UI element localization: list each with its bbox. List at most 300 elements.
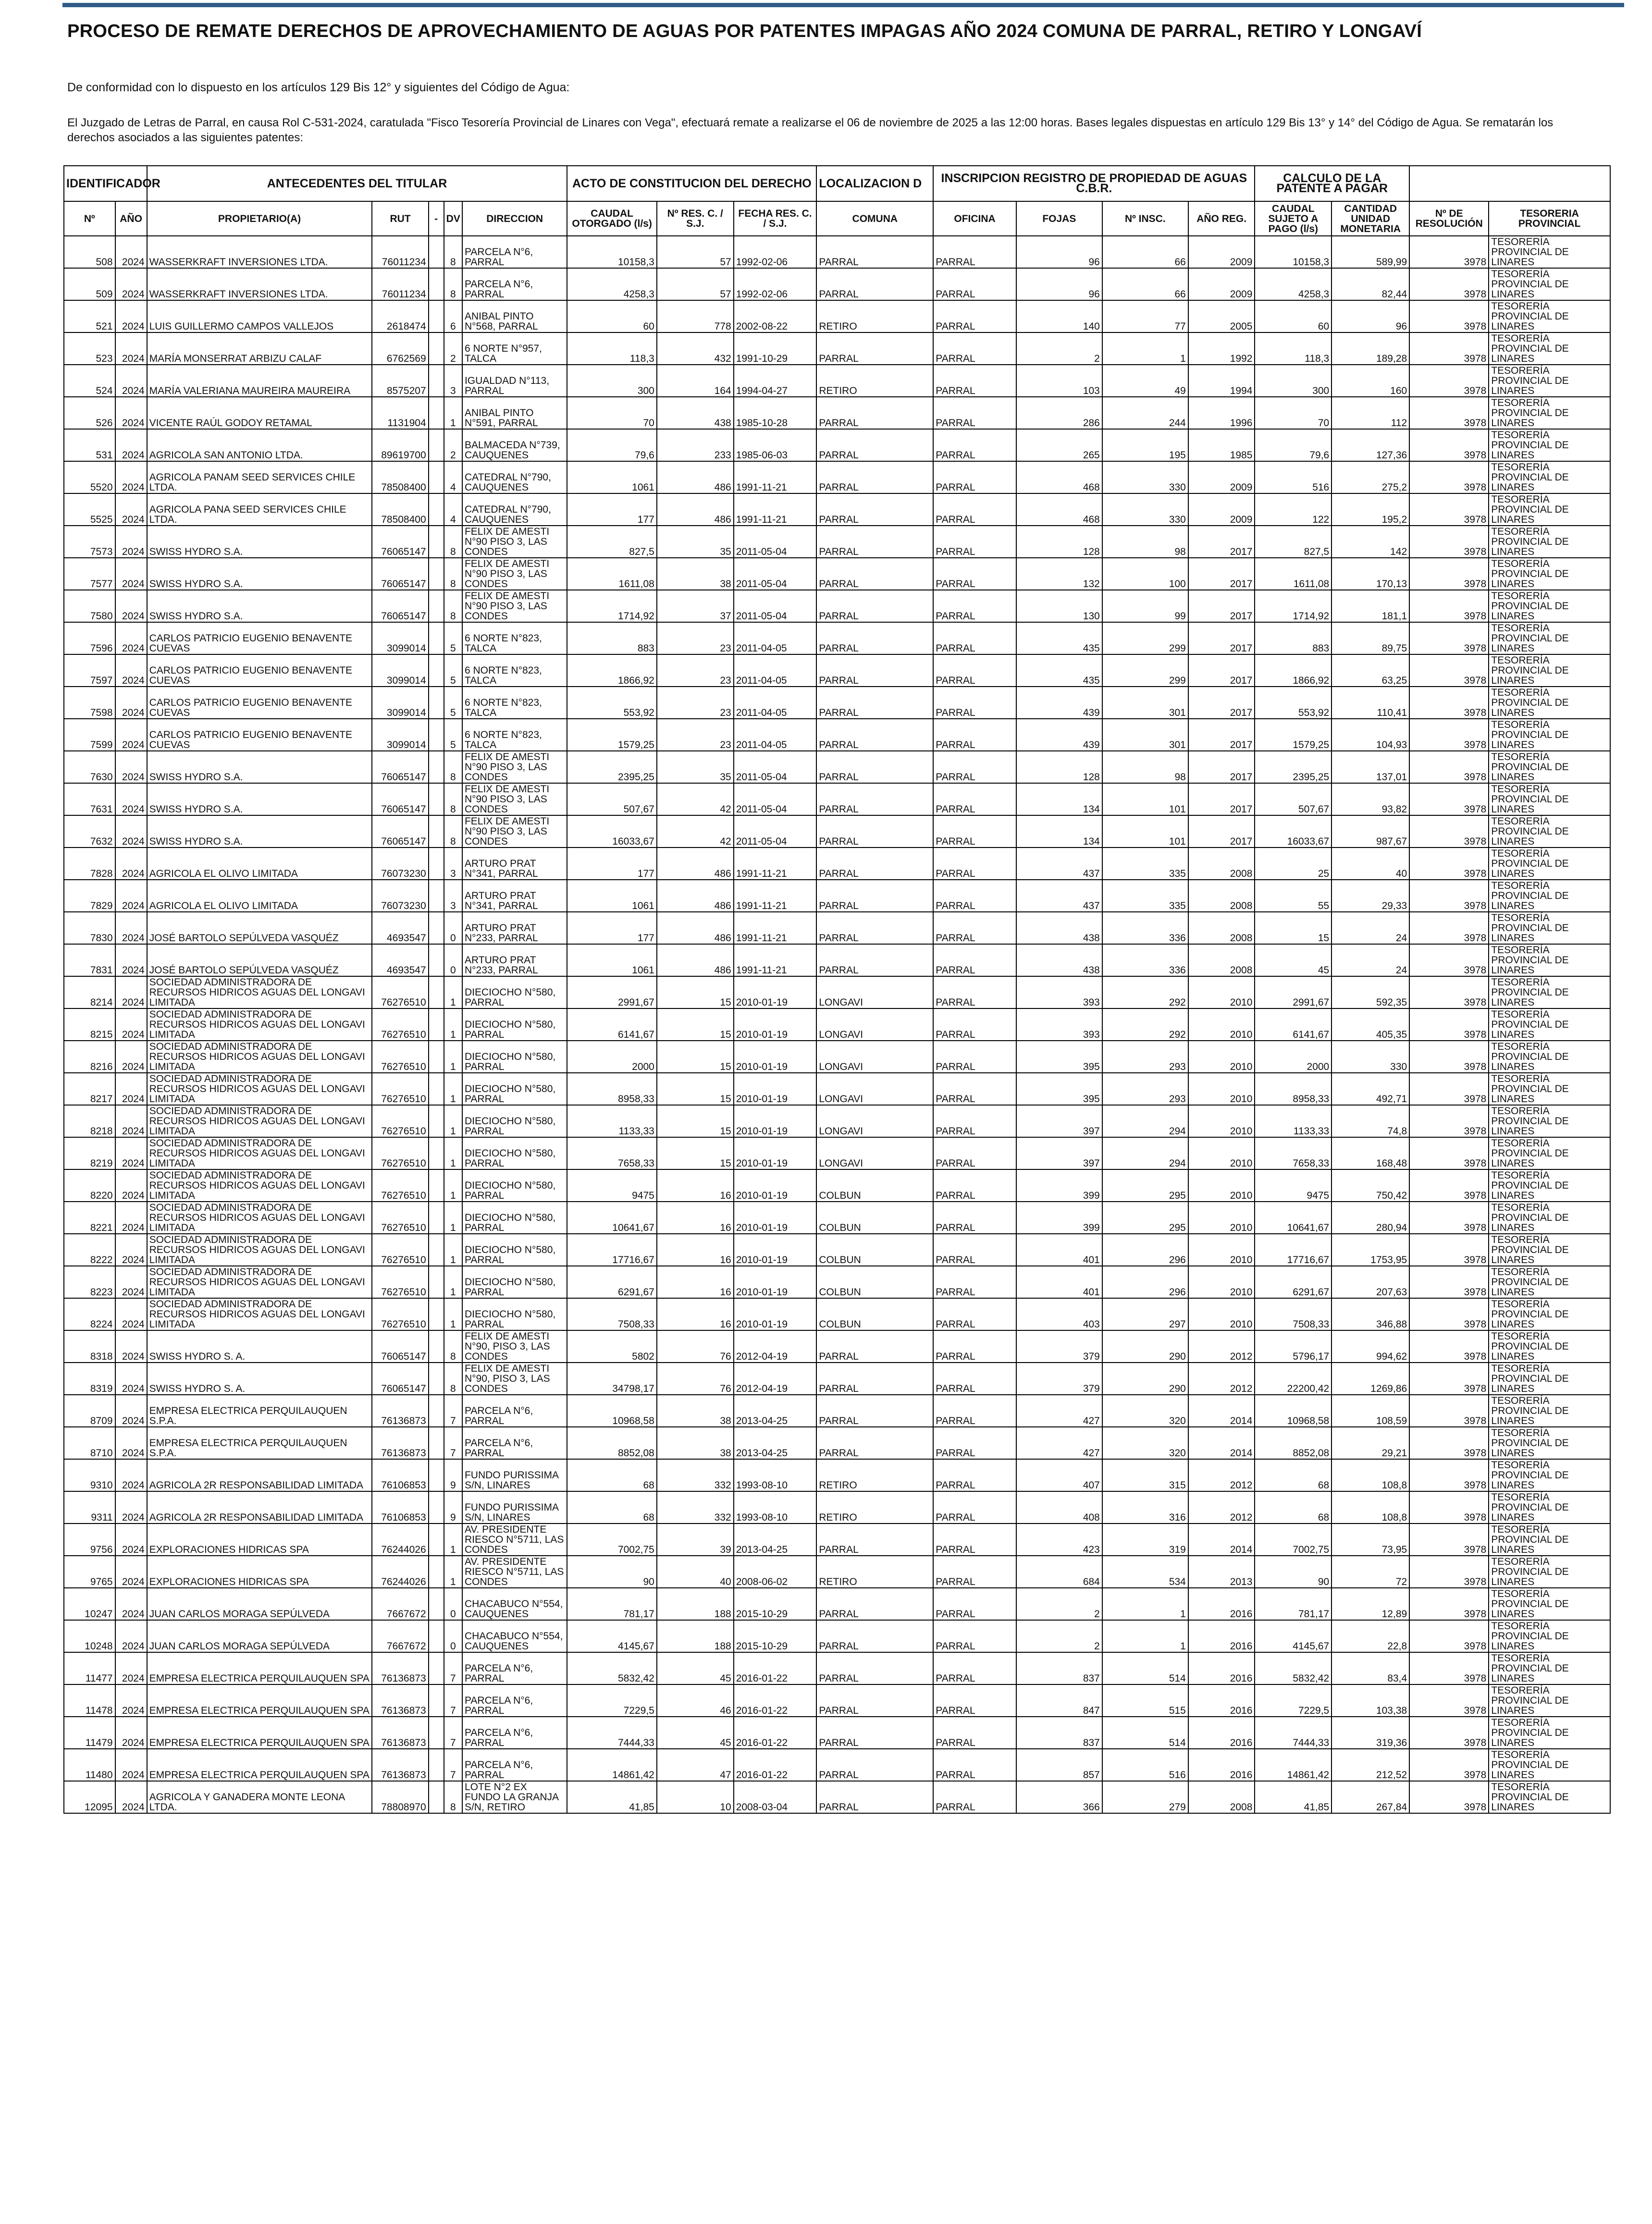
table-cell: 60 [567,300,656,332]
table-cell: 7 [444,1427,462,1459]
table-cell: PARRAL [816,1652,933,1684]
table-cell: TESORERÍA PROVINCIAL DE LINARES [1489,1781,1610,1813]
table-cell: 1133,33 [567,1105,656,1137]
table-cell: 7444,33 [1255,1717,1331,1749]
table-cell: 7229,5 [567,1684,656,1717]
table-cell: 22200,42 [1255,1363,1331,1395]
table-cell: 1 [444,1008,462,1041]
table-cell: 2024 [115,1524,147,1556]
table-cell: JOSÉ BARTOLO SEPÚLVEDA VASQUÉZ [147,912,372,944]
table-row [64,268,1610,300]
table-cell: PARRAL [933,815,1016,848]
table-cell: 1 [1102,1620,1188,1652]
table-cell: 2024 [115,1041,147,1073]
table-cell: DIECIOCHO N°580, PARRAL [462,1234,567,1266]
table-cell: 296 [1102,1234,1188,1266]
table-cell: 2024 [115,300,147,332]
table-cell: 76065147 [372,751,428,783]
table-cell: 22,8 [1331,1620,1409,1652]
table-cell: 778 [657,300,734,332]
table-cell: FELIX DE AMESTI N°90, PISO 3, LAS CONDES [462,1330,567,1363]
table-cell: 3978 [1409,687,1489,719]
table-cell: 1 [444,1105,462,1137]
table-cell: 195,2 [1331,493,1409,526]
table-cell: 164 [657,365,734,397]
table-cell: 7599 [64,719,115,751]
table-cell: PARCELA N°6, PARRAL [462,268,567,300]
table-cell: 1992-02-06 [734,236,817,268]
table-cell: RETIRO [816,1556,933,1588]
table-cell: 93,82 [1331,783,1409,815]
table-cell: LONGAVI [816,1073,933,1105]
table-cell: 1714,92 [1255,590,1331,622]
table-cell: 160 [1331,365,1409,397]
table-row [64,1105,1610,1137]
table-cell: 3978 [1409,815,1489,848]
table-row [64,912,1610,944]
table-cell: ARTURO PRAT N°233, PARRAL [462,912,567,944]
table-cell: 435 [1016,622,1102,654]
table-cell: 0 [444,1588,462,1620]
table-cell: 11478 [64,1684,115,1717]
table-cell [429,1363,444,1395]
table-cell: 2014 [1188,1427,1255,1459]
table-cell: 79,6 [567,429,656,461]
table-cell: 8575207 [372,365,428,397]
table-cell: PARRAL [816,332,933,365]
table-cell: 1061 [567,944,656,976]
table-row [64,1266,1610,1298]
table-cell: 7829 [64,880,115,912]
table-cell: 2016-01-22 [734,1717,817,1749]
table-cell: SOCIEDAD ADMINISTRADORA DE RECURSOS HIDRICOS AGUAS DEL LONGAVI LIMITADA [147,1298,372,1330]
table-cell: LUIS GUILLERMO CAMPOS VALLEJOS [147,300,372,332]
table-cell: 292 [1102,976,1188,1008]
table-cell: 534 [1102,1556,1188,1588]
table-cell: 3978 [1409,1781,1489,1813]
table-cell: 2024 [115,848,147,880]
table-row [64,751,1610,783]
group-calculo: CALCULO DE LA PATENTE A PAGAR [1255,166,1409,201]
table-cell: 7508,33 [1255,1298,1331,1330]
table-cell: 1753,95 [1331,1234,1409,1266]
table-cell: 35 [657,751,734,783]
table-cell: 76065147 [372,558,428,590]
table-cell: 8222 [64,1234,115,1266]
table-cell: TESORERÍA PROVINCIAL DE LINARES [1489,1749,1610,1781]
table-cell: 2991,67 [1255,976,1331,1008]
table-cell: 2024 [115,1459,147,1491]
table-cell: 98 [1102,526,1188,558]
table-cell: 5525 [64,493,115,526]
table-cell: TESORERÍA PROVINCIAL DE LINARES [1489,622,1610,654]
table-cell [429,880,444,912]
table-cell: MARÍA VALERIANA MAUREIRA MAUREIRA [147,365,372,397]
table-cell: PARRAL [816,1717,933,1749]
table-cell: PARRAL [816,1620,933,1652]
table-cell: 2024 [115,1105,147,1137]
table-cell: 2010 [1188,976,1255,1008]
table-row [64,365,1610,397]
table-cell: SWISS HYDRO S.A. [147,815,372,848]
table-cell: 2024 [115,365,147,397]
table-cell: 3978 [1409,1137,1489,1169]
table-row [64,1491,1610,1524]
table-cell: 2017 [1188,719,1255,751]
table-row [64,976,1610,1008]
table-cell: 181,1 [1331,590,1409,622]
table-cell: 244 [1102,397,1188,429]
table-cell: 403 [1016,1298,1102,1330]
table-cell: 6 NORTE N°823, TALCA [462,622,567,654]
table-cell: 295 [1102,1169,1188,1202]
table-cell: 3978 [1409,558,1489,590]
table-cell: 295 [1102,1202,1188,1234]
table-cell: 9310 [64,1459,115,1491]
table-cell: ANIBAL PINTO N°568, PARRAL [462,300,567,332]
table-cell: 2010-01-19 [734,1169,817,1202]
table-cell: 57 [657,268,734,300]
table-cell: 2024 [115,590,147,622]
table-cell: 78808970 [372,1781,428,1813]
table-row [64,687,1610,719]
column-header: CAUDAL SUJETO A PAGO (l/s) [1255,201,1331,236]
table-row [64,236,1610,268]
table-cell: TESORERÍA PROVINCIAL DE LINARES [1489,1169,1610,1202]
table-row [64,944,1610,976]
table-cell: EMPRESA ELECTRICA PERQUILAUQUEN SPA [147,1717,372,1749]
table-row [64,1620,1610,1652]
table-cell: 3978 [1409,1363,1489,1395]
table-cell: PARRAL [816,429,933,461]
table-cell: 275,2 [1331,461,1409,493]
table-cell: SWISS HYDRO S. A. [147,1363,372,1395]
table-row [64,1652,1610,1684]
table-cell: 10158,3 [567,236,656,268]
table-cell: PARCELA N°6, PARRAL [462,1717,567,1749]
table-cell: 330 [1102,493,1188,526]
table-cell: WASSERKRAFT INVERSIONES LTDA. [147,236,372,268]
table-cell: 76244026 [372,1524,428,1556]
table-cell: 130 [1016,590,1102,622]
table-cell: PARRAL [933,1202,1016,1234]
table-cell: 212,52 [1331,1749,1409,1781]
table-cell: 10158,3 [1255,236,1331,268]
table-cell [429,1717,444,1749]
table-cell: 2012 [1188,1330,1255,1363]
column-header: CAUDAL OTORGADO (l/s) [567,201,656,236]
table-cell: 2024 [115,1588,147,1620]
table-cell: AV. PRESIDENTE RIESCO N°5711, LAS CONDES [462,1556,567,1588]
table-row [64,590,1610,622]
table-cell: 299 [1102,654,1188,687]
table-cell [429,1041,444,1073]
table-cell: 2012-04-19 [734,1363,817,1395]
table-cell: 8 [444,815,462,848]
table-cell: 300 [1255,365,1331,397]
table-cell: 9 [444,1459,462,1491]
table-cell: 2010 [1188,1169,1255,1202]
table-cell: DIECIOCHO N°580, PARRAL [462,1298,567,1330]
table-cell: TESORERÍA PROVINCIAL DE LINARES [1489,590,1610,622]
table-cell: 7573 [64,526,115,558]
table-cell: 7631 [64,783,115,815]
table-cell: 2024 [115,783,147,815]
table-cell: PARRAL [933,268,1016,300]
table-cell: PARRAL [933,558,1016,590]
table-cell: 3978 [1409,590,1489,622]
table-cell: 2012 [1188,1491,1255,1524]
table-cell: PARRAL [933,365,1016,397]
table-cell: TESORERÍA PROVINCIAL DE LINARES [1489,1491,1610,1524]
table-cell: JOSÉ BARTOLO SEPÚLVEDA VASQUÉZ [147,944,372,976]
table-row [64,1041,1610,1073]
table-cell: 507,67 [567,783,656,815]
table-cell: SOCIEDAD ADMINISTRADORA DE RECURSOS HIDRICOS AGUAS DEL LONGAVI LIMITADA [147,1041,372,1073]
table-cell: 112 [1331,397,1409,429]
table-cell: COLBUN [816,1298,933,1330]
table-cell: RETIRO [816,1459,933,1491]
table-cell: AGRICOLA PANA SEED SERVICES CHILE LTDA. [147,493,372,526]
column-header: Nº [64,201,115,236]
table-cell: 7229,5 [1255,1684,1331,1717]
table-cell: RETIRO [816,365,933,397]
table-cell: 395 [1016,1073,1102,1105]
table-cell: 76276510 [372,1105,428,1137]
table-cell [429,493,444,526]
document-title: PROCESO DE REMATE DERECHOS DE APROVECHAMIENTO DE AGUAS POR PATENTES IMPAGAS AÑO 2024 COMUNA DE PARRAL, RETIRO Y LONGAVÍ [67,21,1422,41]
table-cell: 15 [657,1105,734,1137]
table-cell: 2009 [1188,493,1255,526]
table-cell: LONGAVI [816,1008,933,1041]
table-row [64,1008,1610,1041]
table-cell: TESORERÍA PROVINCIAL DE LINARES [1489,332,1610,365]
table-cell: TESORERÍA PROVINCIAL DE LINARES [1489,300,1610,332]
table-cell: 7597 [64,654,115,687]
table-cell: PARRAL [933,1781,1016,1813]
table-cell: 399 [1016,1169,1102,1202]
table-cell: 12,89 [1331,1588,1409,1620]
table-cell: LONGAVI [816,1137,933,1169]
table-cell: 4693547 [372,944,428,976]
table-cell: 526 [64,397,115,429]
table-cell: TESORERÍA PROVINCIAL DE LINARES [1489,654,1610,687]
table-cell: 2024 [115,912,147,944]
table-cell: 0 [444,944,462,976]
column-header: Nº INSC. [1102,201,1188,236]
table-cell: PARRAL [816,461,933,493]
table-cell: 2024 [115,1749,147,1781]
table-cell: 827,5 [567,526,656,558]
table-cell: 468 [1016,493,1102,526]
table-cell: 195 [1102,429,1188,461]
table-cell: 883 [567,622,656,654]
table-cell: PARRAL [933,719,1016,751]
table-cell: 24 [1331,944,1409,976]
table-cell: 2016 [1188,1749,1255,1781]
table-cell: 1985-06-03 [734,429,817,461]
table-cell [429,268,444,300]
table-cell: 73,95 [1331,1524,1409,1556]
table-cell: 134 [1016,815,1102,848]
table-cell: 41,85 [567,1781,656,1813]
table-cell: 2024 [115,751,147,783]
table-cell: PARRAL [933,751,1016,783]
table-cell: 49 [1102,365,1188,397]
table-cell: TESORERÍA PROVINCIAL DE LINARES [1489,687,1610,719]
table-cell: PARRAL [933,912,1016,944]
table-cell: PARRAL [816,751,933,783]
table-cell: 15 [657,1008,734,1041]
table-cell: 78508400 [372,493,428,526]
table-cell: 336 [1102,912,1188,944]
table-cell: 76073230 [372,848,428,880]
table-cell: 8 [444,1330,462,1363]
table-cell: 2000 [1255,1041,1331,1073]
table-cell: 2011-04-05 [734,654,817,687]
table-cell: 1991-11-21 [734,912,817,944]
table-cell: 405,35 [1331,1008,1409,1041]
table-cell: 379 [1016,1363,1102,1395]
table-cell: 8 [444,236,462,268]
table-cell: 3978 [1409,461,1489,493]
group-acto: ACTO DE CONSTITUCION DEL DERECHO [567,166,816,201]
table-cell: 7658,33 [567,1137,656,1169]
table-cell: 76065147 [372,526,428,558]
table-cell: 7667672 [372,1620,428,1652]
table-cell: 438 [657,397,734,429]
table-cell: PARRAL [816,912,933,944]
table-cell: 1993-08-10 [734,1491,817,1524]
table-cell: ARTURO PRAT N°341, PARRAL [462,848,567,880]
table-cell: AGRICOLA 2R RESPONSABILIDAD LIMITADA [147,1491,372,1524]
table-cell: 10641,67 [567,1202,656,1234]
table-cell: 1992 [1188,332,1255,365]
table-cell: 5 [444,622,462,654]
table-cell: PARRAL [816,558,933,590]
table-cell: 293 [1102,1041,1188,1073]
table-cell: TESORERÍA PROVINCIAL DE LINARES [1489,429,1610,461]
table-cell: 3978 [1409,1073,1489,1105]
table-row [64,719,1610,751]
table-cell: 3978 [1409,1749,1489,1781]
table-cell: 4 [444,493,462,526]
group-inscripcion: INSCRIPCION REGISTRO DE PROPIEDAD DE AGUAS C.B.R. [933,166,1255,201]
table-cell: CARLOS PATRICIO EUGENIO BENAVENTE CUEVAS [147,654,372,687]
table-cell: 2012 [1188,1459,1255,1491]
table-cell: SWISS HYDRO S. A. [147,1330,372,1363]
table-cell: 128 [1016,526,1102,558]
table-cell: PARRAL [816,1363,933,1395]
table-cell: PARRAL [933,1008,1016,1041]
table-cell: PARCELA N°6, PARRAL [462,1652,567,1684]
table-cell: 14861,42 [1255,1749,1331,1781]
table-cell: 108,8 [1331,1459,1409,1491]
table-cell: ARTURO PRAT N°233, PARRAL [462,944,567,976]
table-cell: LONGAVI [816,976,933,1008]
table-row [64,493,1610,526]
table-cell: 3978 [1409,654,1489,687]
table-cell: 7 [444,1395,462,1427]
table-cell: TESORERÍA PROVINCIAL DE LINARES [1489,1041,1610,1073]
table-cell: 1985-10-28 [734,397,817,429]
table-cell: 89,75 [1331,622,1409,654]
table-cell: 2024 [115,429,147,461]
table-cell: 76136873 [372,1749,428,1781]
group-localizacion: LOCALIZACION D [816,166,933,201]
table-cell: TESORERÍA PROVINCIAL DE LINARES [1489,1620,1610,1652]
table-cell: 553,92 [1255,687,1331,719]
table-cell: 2008 [1188,944,1255,976]
table-cell: 397 [1016,1105,1102,1137]
table-cell: 837 [1016,1717,1102,1749]
table-cell: 128 [1016,751,1102,783]
table-cell: 15 [657,976,734,1008]
table-cell: 68 [1255,1491,1331,1524]
table-cell: 14861,42 [567,1749,656,1781]
table-row [64,1717,1610,1749]
table-cell: 301 [1102,687,1188,719]
table-cell: 1 [444,1556,462,1588]
table-cell: 508 [64,236,115,268]
table-cell: 423 [1016,1524,1102,1556]
table-cell: 7580 [64,590,115,622]
table-row [64,1395,1610,1427]
table-cell: 8220 [64,1169,115,1202]
table-row [64,1073,1610,1105]
table-cell: 1991-11-21 [734,944,817,976]
table-cell: 2024 [115,1781,147,1813]
table-cell: PARRAL [933,1459,1016,1491]
table-cell: 2008-03-04 [734,1781,817,1813]
table-cell: 2024 [115,1684,147,1717]
table-cell: 177 [567,493,656,526]
table-cell: 7508,33 [567,1298,656,1330]
table-cell: EMPRESA ELECTRICA PERQUILAUQUEN S.P.A. [147,1427,372,1459]
table-cell: 108,8 [1331,1491,1409,1524]
table-cell: 2024 [115,1556,147,1588]
table-cell: 1 [444,1234,462,1266]
table-cell: 2010 [1188,1266,1255,1298]
table-cell: 15 [657,1137,734,1169]
table-cell: 132 [1016,558,1102,590]
table-cell: 523 [64,332,115,365]
table-cell [429,365,444,397]
table-row [64,397,1610,429]
table-cell: 432 [657,332,734,365]
table-cell: 127,36 [1331,429,1409,461]
table-cell: 7 [444,1652,462,1684]
table-cell: TESORERÍA PROVINCIAL DE LINARES [1489,1105,1610,1137]
table-cell: PARRAL [816,236,933,268]
table-cell: 2017 [1188,654,1255,687]
table-cell: 8 [444,268,462,300]
table-cell: FELIX DE AMESTI N°90 PISO 3, LAS CONDES [462,751,567,783]
table-cell: TESORERÍA PROVINCIAL DE LINARES [1489,815,1610,848]
table-cell: PARRAL [933,880,1016,912]
table-cell: 76136873 [372,1652,428,1684]
table-cell: 407 [1016,1459,1102,1491]
table-cell: MARÍA MONSERRAT ARBIZU CALAF [147,332,372,365]
table-cell: SOCIEDAD ADMINISTRADORA DE RECURSOS HIDRICOS AGUAS DEL LONGAVI LIMITADA [147,1234,372,1266]
table-cell: TESORERÍA PROVINCIAL DE LINARES [1489,1652,1610,1684]
table-cell: IGUALDAD N°113, PARRAL [462,365,567,397]
table-row [64,1459,1610,1491]
table-cell: 2010 [1188,1137,1255,1169]
table-cell: 2618474 [372,300,428,332]
table-cell: PARRAL [816,526,933,558]
table-cell: 315 [1102,1459,1188,1491]
